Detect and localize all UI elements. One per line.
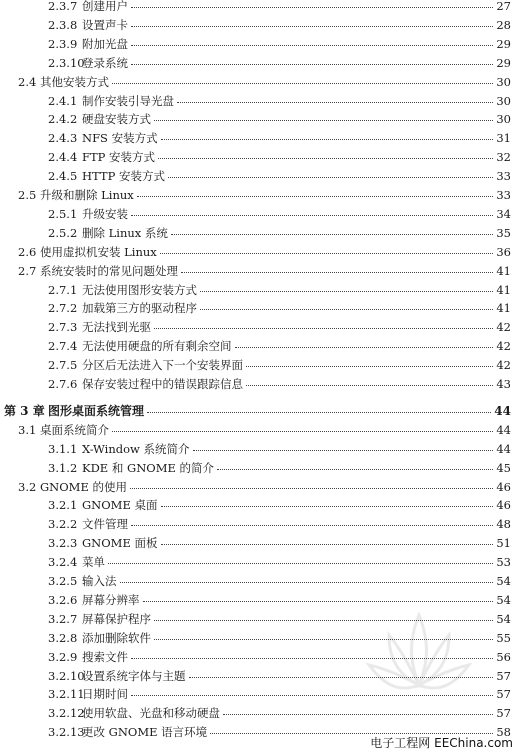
toc-entry-number: 2.6 (18, 244, 37, 259)
toc-entry[interactable] (48, 571, 511, 591)
toc-entry[interactable] (48, 204, 511, 224)
toc-entry-title: 系统安装时的常见问题处理 (40, 263, 178, 278)
toc-entry-number: 3.2 (18, 479, 37, 494)
toc-entry-page: 46 (496, 498, 511, 513)
toc-entry-number: 3.2.1 (48, 498, 78, 513)
toc-entry-page: 54 (496, 574, 511, 588)
dot-leader (193, 439, 494, 451)
toc-entry-title: 分区后无法进入下一个安装界面 (82, 358, 243, 373)
dot-leader (210, 722, 493, 734)
toc-entry-title: 其他安装方式 (40, 74, 109, 89)
dot-leader (154, 317, 493, 329)
toc-entry-number: 2.7.4 (48, 339, 78, 354)
toc-entry[interactable] (48, 336, 511, 356)
dot-leader (131, 15, 493, 27)
dot-leader (160, 242, 494, 254)
toc-entry-number: 第 3 章 (4, 403, 45, 418)
dot-leader (108, 552, 493, 564)
toc-entry-title: NFS 安装方式 (82, 131, 158, 146)
toc-entry-title: 设置声卡 (82, 17, 128, 32)
toc-entry-number: 2.7 (18, 263, 37, 278)
toc-entry-page: 28 (496, 17, 511, 32)
dot-leader (131, 0, 493, 8)
toc-entry-page: 36 (496, 244, 511, 259)
toc-entry[interactable] (48, 495, 511, 515)
toc-entry-title: 更改 GNOME 语言环境 (82, 725, 208, 740)
toc-entry-page: 34 (496, 206, 511, 221)
toc-entry-number: 3.2.6 (48, 592, 78, 607)
toc-entry-title: 桌面系统简介 (40, 422, 109, 437)
dot-leader (131, 514, 493, 526)
toc-entry-number: 2.3.9 (48, 36, 78, 51)
toc-entry-number: 2.4.3 (48, 131, 78, 146)
dot-leader (177, 91, 493, 103)
toc-entry-number: 3.2.8 (48, 630, 78, 645)
toc-entry-page: 41 (496, 301, 511, 316)
toc-entry-title: X-Window 系统简介 (82, 441, 190, 456)
dot-leader (181, 261, 493, 273)
toc-entry-number: 3.2.11 (48, 687, 85, 702)
toc-entry-page: 41 (496, 282, 511, 297)
toc-entry-number: 2.5.1 (48, 206, 78, 221)
toc-entry-number: 3.2.7 (48, 611, 78, 626)
toc-entry-page: 30 (496, 93, 511, 108)
toc-entry-title: 屏幕保护程序 (82, 611, 151, 626)
toc-entry-number: 2.3.7 (48, 0, 78, 13)
toc-entry-page: 46 (496, 479, 511, 494)
toc-entry-page: 42 (496, 320, 511, 335)
toc-entry-title: 屏幕分辨率 (82, 592, 140, 607)
toc-entry-number: 2.4.4 (48, 150, 78, 165)
toc-entry[interactable] (48, 439, 511, 459)
toc-entry-page: 54 (496, 592, 511, 607)
footer-source-text: 电子工程网 EEChina.com (370, 736, 513, 750)
toc-entry-page: 44 (494, 403, 511, 418)
toc-entry-title: 附加光盘 (82, 36, 128, 51)
toc-entry-number: 3.2.5 (48, 574, 78, 588)
toc-entry-title: 无法使用硬盘的所有剩余空间 (82, 339, 232, 354)
toc-entry-number: 2.3.8 (48, 17, 78, 32)
toc-entry-number: 2.7.6 (48, 377, 78, 391)
toc-entry[interactable] (18, 242, 511, 262)
toc-entry-number: 3.1 (18, 422, 37, 437)
toc-entry-page: 48 (496, 517, 511, 532)
dot-leader (161, 533, 494, 545)
toc-entry-title: 升级和删除 Linux (40, 188, 134, 202)
toc-entry-number: 3.1.1 (48, 441, 78, 456)
toc-entry-page: 27 (496, 0, 511, 13)
toc-entry-title: 菜单 (82, 555, 105, 570)
toc-entry[interactable] (48, 355, 511, 375)
toc-entry-page: 56 (496, 649, 511, 664)
toc-entry-title: 图形桌面系统管理 (48, 403, 145, 418)
toc-entry[interactable] (18, 72, 511, 92)
toc-entry[interactable] (48, 458, 511, 478)
toc-entry[interactable] (4, 401, 511, 421)
toc-entry[interactable] (48, 223, 511, 243)
toc-entry-title: GNOME 的使用 (40, 479, 128, 494)
toc-entry-page: 29 (496, 55, 511, 70)
toc-entry-number: 2.7.1 (48, 282, 78, 297)
toc-entry[interactable] (18, 185, 511, 205)
toc-entry-number: 3.2.9 (48, 649, 78, 664)
toc-entry-page: 57 (496, 706, 511, 721)
toc-entry-number: 2.5.2 (48, 225, 78, 240)
dot-leader (112, 72, 493, 84)
toc-entry-page: 45 (496, 460, 511, 475)
toc-entry-title: 登录系统 (82, 55, 128, 70)
dot-leader (154, 109, 493, 121)
toc-entry[interactable] (48, 298, 511, 318)
dot-leader (147, 401, 491, 413)
toc-entry[interactable] (18, 477, 511, 497)
dot-leader (131, 34, 493, 46)
lotus-seal-watermark-icon (359, 605, 479, 715)
toc-entry-page: 32 (496, 150, 511, 165)
dot-leader (131, 53, 493, 65)
toc-entry[interactable] (48, 109, 511, 129)
toc-entry-number: 2.4.5 (48, 169, 78, 184)
dot-leader (200, 298, 493, 310)
toc-entry[interactable] (48, 53, 511, 73)
toc-entry-title: KDE 和 GNOME 的简介 (82, 460, 215, 475)
dot-leader (158, 147, 493, 159)
toc-entry-title: 搜索文件 (82, 649, 128, 664)
dot-leader (120, 571, 494, 583)
toc-entry[interactable] (48, 533, 511, 553)
dot-leader (130, 477, 493, 489)
toc-entry-title: 硬盘安装方式 (82, 112, 151, 127)
toc-entry-number: 3.1.2 (48, 460, 78, 475)
toc-entry-page: 30 (496, 112, 511, 127)
toc-entry-title: 日期时间 (82, 687, 128, 702)
toc-entry-page: 54 (496, 611, 511, 626)
toc-entry-title: GNOME 桌面 (82, 498, 158, 513)
toc-entry[interactable] (48, 0, 511, 16)
toc-entry-title: 文件管理 (82, 517, 128, 532)
toc-entry-title: 创建用户 (82, 0, 128, 13)
toc-entry-page: 33 (496, 188, 511, 202)
toc-entry-page: 30 (496, 74, 511, 89)
toc-entry-page: 51 (496, 536, 511, 551)
toc-entry-number: 2.7.2 (48, 301, 78, 316)
toc-entry-page: 42 (496, 339, 511, 354)
toc-entry[interactable] (48, 91, 511, 111)
dot-leader (112, 420, 493, 432)
dot-leader (168, 166, 493, 178)
toc-entry-title: 升级安装 (82, 206, 128, 221)
toc-entry-number: 2.5 (18, 188, 37, 202)
dot-leader (137, 185, 494, 197)
toc-entry-number: 2.7.3 (48, 320, 78, 335)
toc-entry[interactable] (48, 280, 511, 300)
toc-entry-page: 44 (496, 422, 511, 437)
toc-entry-number: 2.4 (18, 74, 37, 89)
toc-entry[interactable] (48, 34, 511, 54)
dot-leader (161, 495, 494, 507)
toc-entry-page: 43 (496, 377, 511, 391)
toc-entry-title: 删除 Linux 系统 (82, 225, 168, 240)
toc-entry-title: 保存安装过程中的错误跟踪信息 (82, 377, 243, 391)
dot-leader (217, 458, 493, 470)
toc-entry-page: 57 (496, 668, 511, 683)
toc-entry[interactable] (48, 128, 511, 148)
toc-entry-page: 42 (496, 358, 511, 373)
dot-leader (131, 204, 493, 216)
toc-entry-number: 3.2.3 (48, 536, 78, 551)
toc-entry-number: 2.4.1 (48, 93, 78, 108)
toc-entry-page: 57 (496, 687, 511, 702)
toc-entry[interactable] (48, 166, 511, 186)
toc-entry-title: 输入法 (82, 574, 117, 588)
toc-entry-page: 35 (496, 225, 511, 240)
toc-entry-title: 无法使用图形安装方式 (82, 282, 197, 297)
dot-leader (171, 223, 493, 235)
toc-entry-title: 设置系统字体与主题 (82, 668, 186, 683)
toc-entry-number: 3.2.10 (48, 668, 85, 683)
toc-entry-page: 53 (496, 555, 511, 570)
toc-entry-number: 3.2.13 (48, 725, 85, 740)
toc-entry[interactable] (48, 514, 511, 534)
toc-entry[interactable] (18, 420, 511, 440)
toc-entry-page: 44 (496, 441, 511, 456)
toc-entry-title: 使用软盘、光盘和移动硬盘 (82, 706, 220, 721)
toc-entry-page: 58 (496, 725, 511, 740)
toc-entry-page: 29 (496, 36, 511, 51)
toc-entry-title: GNOME 面板 (82, 536, 158, 551)
toc-entry[interactable] (48, 15, 511, 35)
toc-entry[interactable] (48, 552, 511, 572)
toc-entry-number: 2.3.10 (48, 55, 85, 70)
toc-entry-page: 41 (496, 263, 511, 278)
toc-entry-title: 添加删除软件 (82, 630, 151, 645)
toc-entry-title: 制作安装引导光盘 (82, 93, 174, 108)
toc-entry[interactable] (48, 317, 511, 337)
toc-entry-number: 3.2.4 (48, 555, 78, 570)
toc-entry[interactable] (48, 147, 511, 167)
toc-entry-number: 2.7.5 (48, 358, 78, 373)
toc-entry-number: 3.2.2 (48, 517, 78, 532)
dot-leader (143, 590, 494, 602)
dot-leader (246, 355, 493, 367)
dot-leader (246, 374, 493, 386)
dot-leader (200, 280, 493, 292)
toc-entry-page: 33 (496, 169, 511, 184)
toc-entry-title: FTP 安装方式 (82, 150, 156, 165)
toc-entry-title: 加载第三方的驱动程序 (82, 301, 197, 316)
toc-entry-page: 31 (496, 131, 511, 146)
toc-entry[interactable] (48, 374, 511, 394)
toc-entry-number: 3.2.12 (48, 706, 85, 721)
dot-leader (235, 336, 494, 348)
toc-entry-title: HTTP 安装方式 (82, 169, 165, 184)
toc-entry-title: 无法找到光驱 (82, 320, 151, 335)
toc-entry-title: 使用虚拟机安装 Linux (40, 244, 157, 259)
toc-entry[interactable] (18, 261, 511, 281)
toc-entry-number: 2.4.2 (48, 112, 78, 127)
dot-leader (161, 128, 494, 140)
toc-entry-page: 55 (496, 630, 511, 645)
